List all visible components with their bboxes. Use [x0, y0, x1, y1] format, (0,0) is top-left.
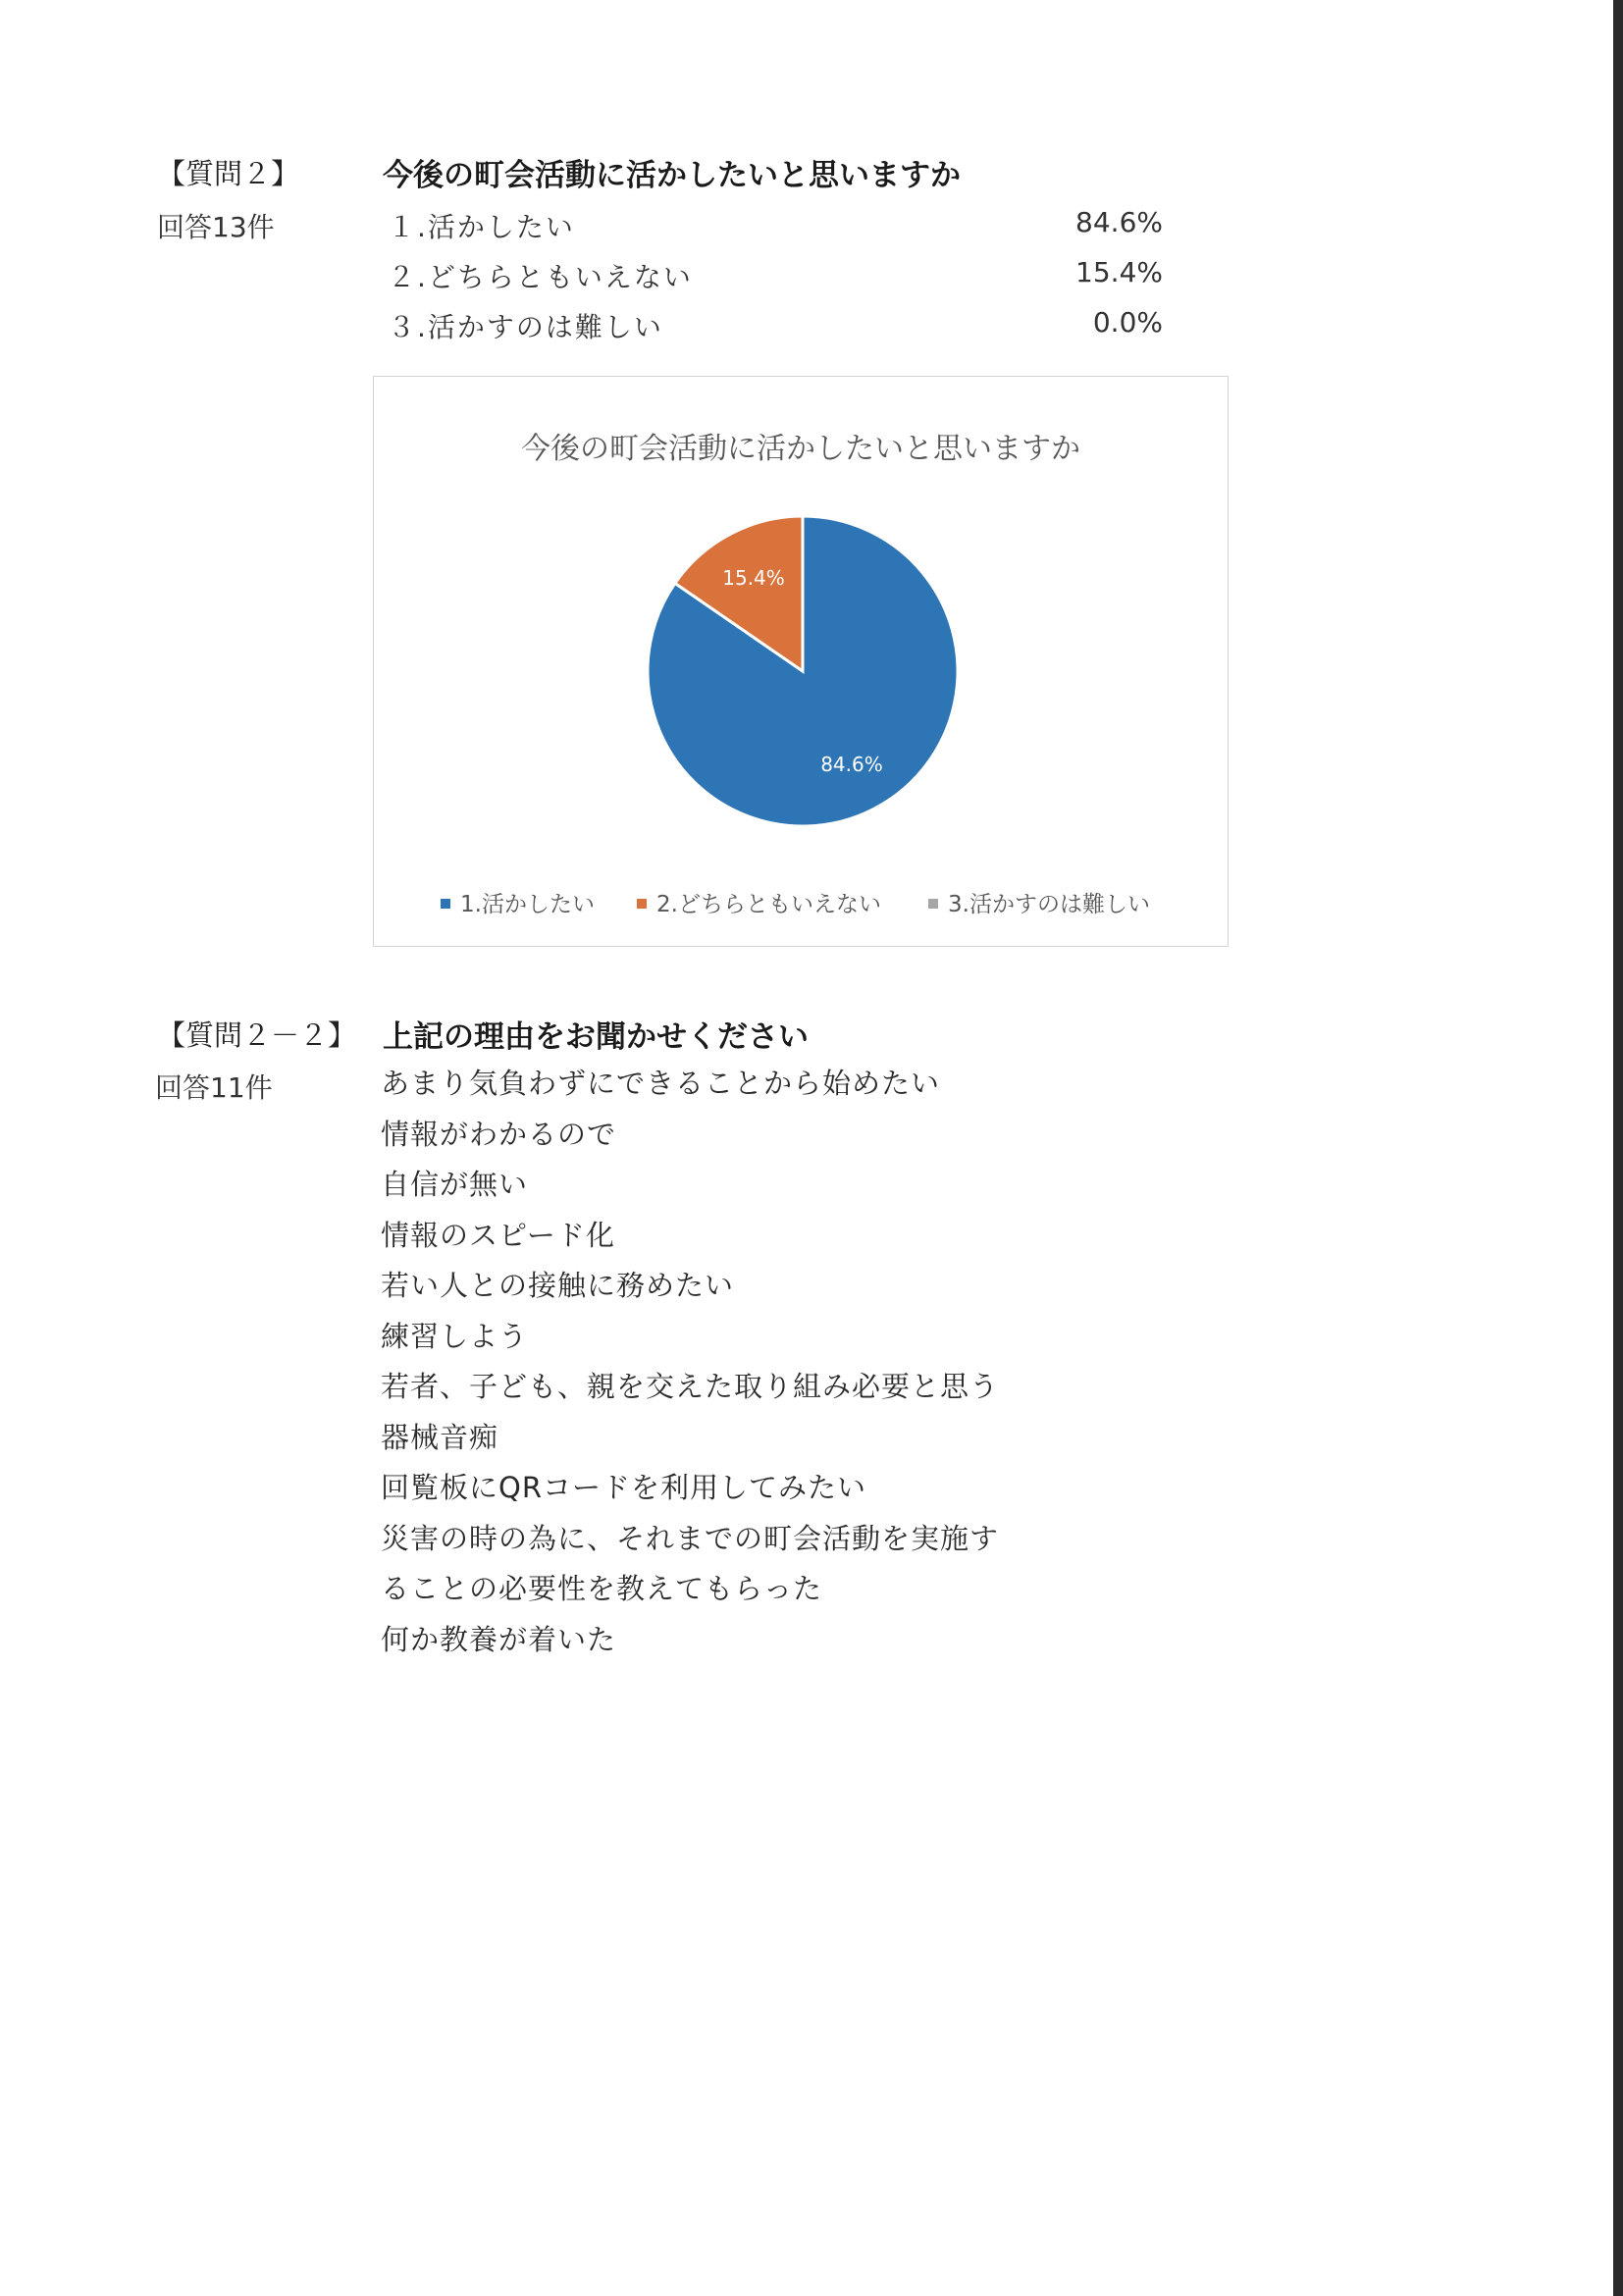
option-label: １.活かしたい — [388, 211, 575, 243]
option-row — [388, 306, 1163, 345]
question2-2-label: 【質問２－２】 — [157, 1018, 357, 1052]
pie-data-label: 15.4% — [722, 565, 785, 590]
option-label: ３.活かすのは難しい — [388, 311, 663, 343]
reason-item: 若い人との接触に務めたい — [381, 1269, 735, 1302]
option-percent: 84.6% — [1075, 206, 1163, 238]
option-percent: 15.4% — [1075, 256, 1163, 288]
reason-item: 災害の時の為に、それまでの町会活動を実施す — [381, 1521, 1000, 1555]
question2-count: 回答13件 — [157, 211, 275, 243]
legend-swatch — [441, 899, 450, 909]
question2-title: 今後の町会活動に活かしたいと思いますか — [383, 158, 961, 193]
reason-item: 情報のスピード化 — [381, 1218, 615, 1252]
chart-title: 今後の町会活動に活かしたいと思いますか — [521, 432, 1080, 466]
reason-item: 練習しよう — [381, 1319, 529, 1353]
legend-label: 3.活かすのは難しい — [948, 892, 1150, 917]
legend-swatch — [637, 899, 647, 909]
option-label: ２.どちらともいえない — [388, 261, 693, 293]
question2-2-count: 回答11件 — [155, 1071, 273, 1104]
pie-chart — [373, 376, 1229, 947]
option-row — [388, 256, 1163, 295]
reason-item: 若者、子ども、親を交えた取り組み必要と思う — [381, 1370, 1000, 1403]
question2-2-title: 上記の理由をお聞かせください — [383, 1019, 809, 1055]
option-percent: 0.0% — [1092, 306, 1163, 339]
reason-item: 自信が無い — [381, 1168, 529, 1201]
reason-item: 何か教養が着いた — [381, 1622, 617, 1656]
reason-item: 情報がわかるので — [381, 1117, 617, 1151]
reason-list — [381, 1062, 999, 1668]
legend-swatch — [928, 899, 938, 909]
reason-item: あまり気負わずにできることから始めたい — [381, 1067, 941, 1100]
reason-item: ることの必要性を教えてもらった — [381, 1572, 823, 1605]
pie-data-label: 84.6% — [820, 753, 883, 777]
legend-label: 2.どちらともいえない — [656, 892, 881, 917]
question2-label: 【質問２】 — [157, 157, 300, 190]
reason-item: 器械音痴 — [381, 1420, 499, 1454]
option-row — [388, 206, 1163, 245]
legend-label: 1.活かしたい — [460, 892, 595, 917]
reason-item: 回覧板にQRコードを利用してみたい — [381, 1471, 866, 1504]
pie-chart-svg — [374, 377, 1228, 946]
page-edge-shadow — [1613, 0, 1623, 2296]
